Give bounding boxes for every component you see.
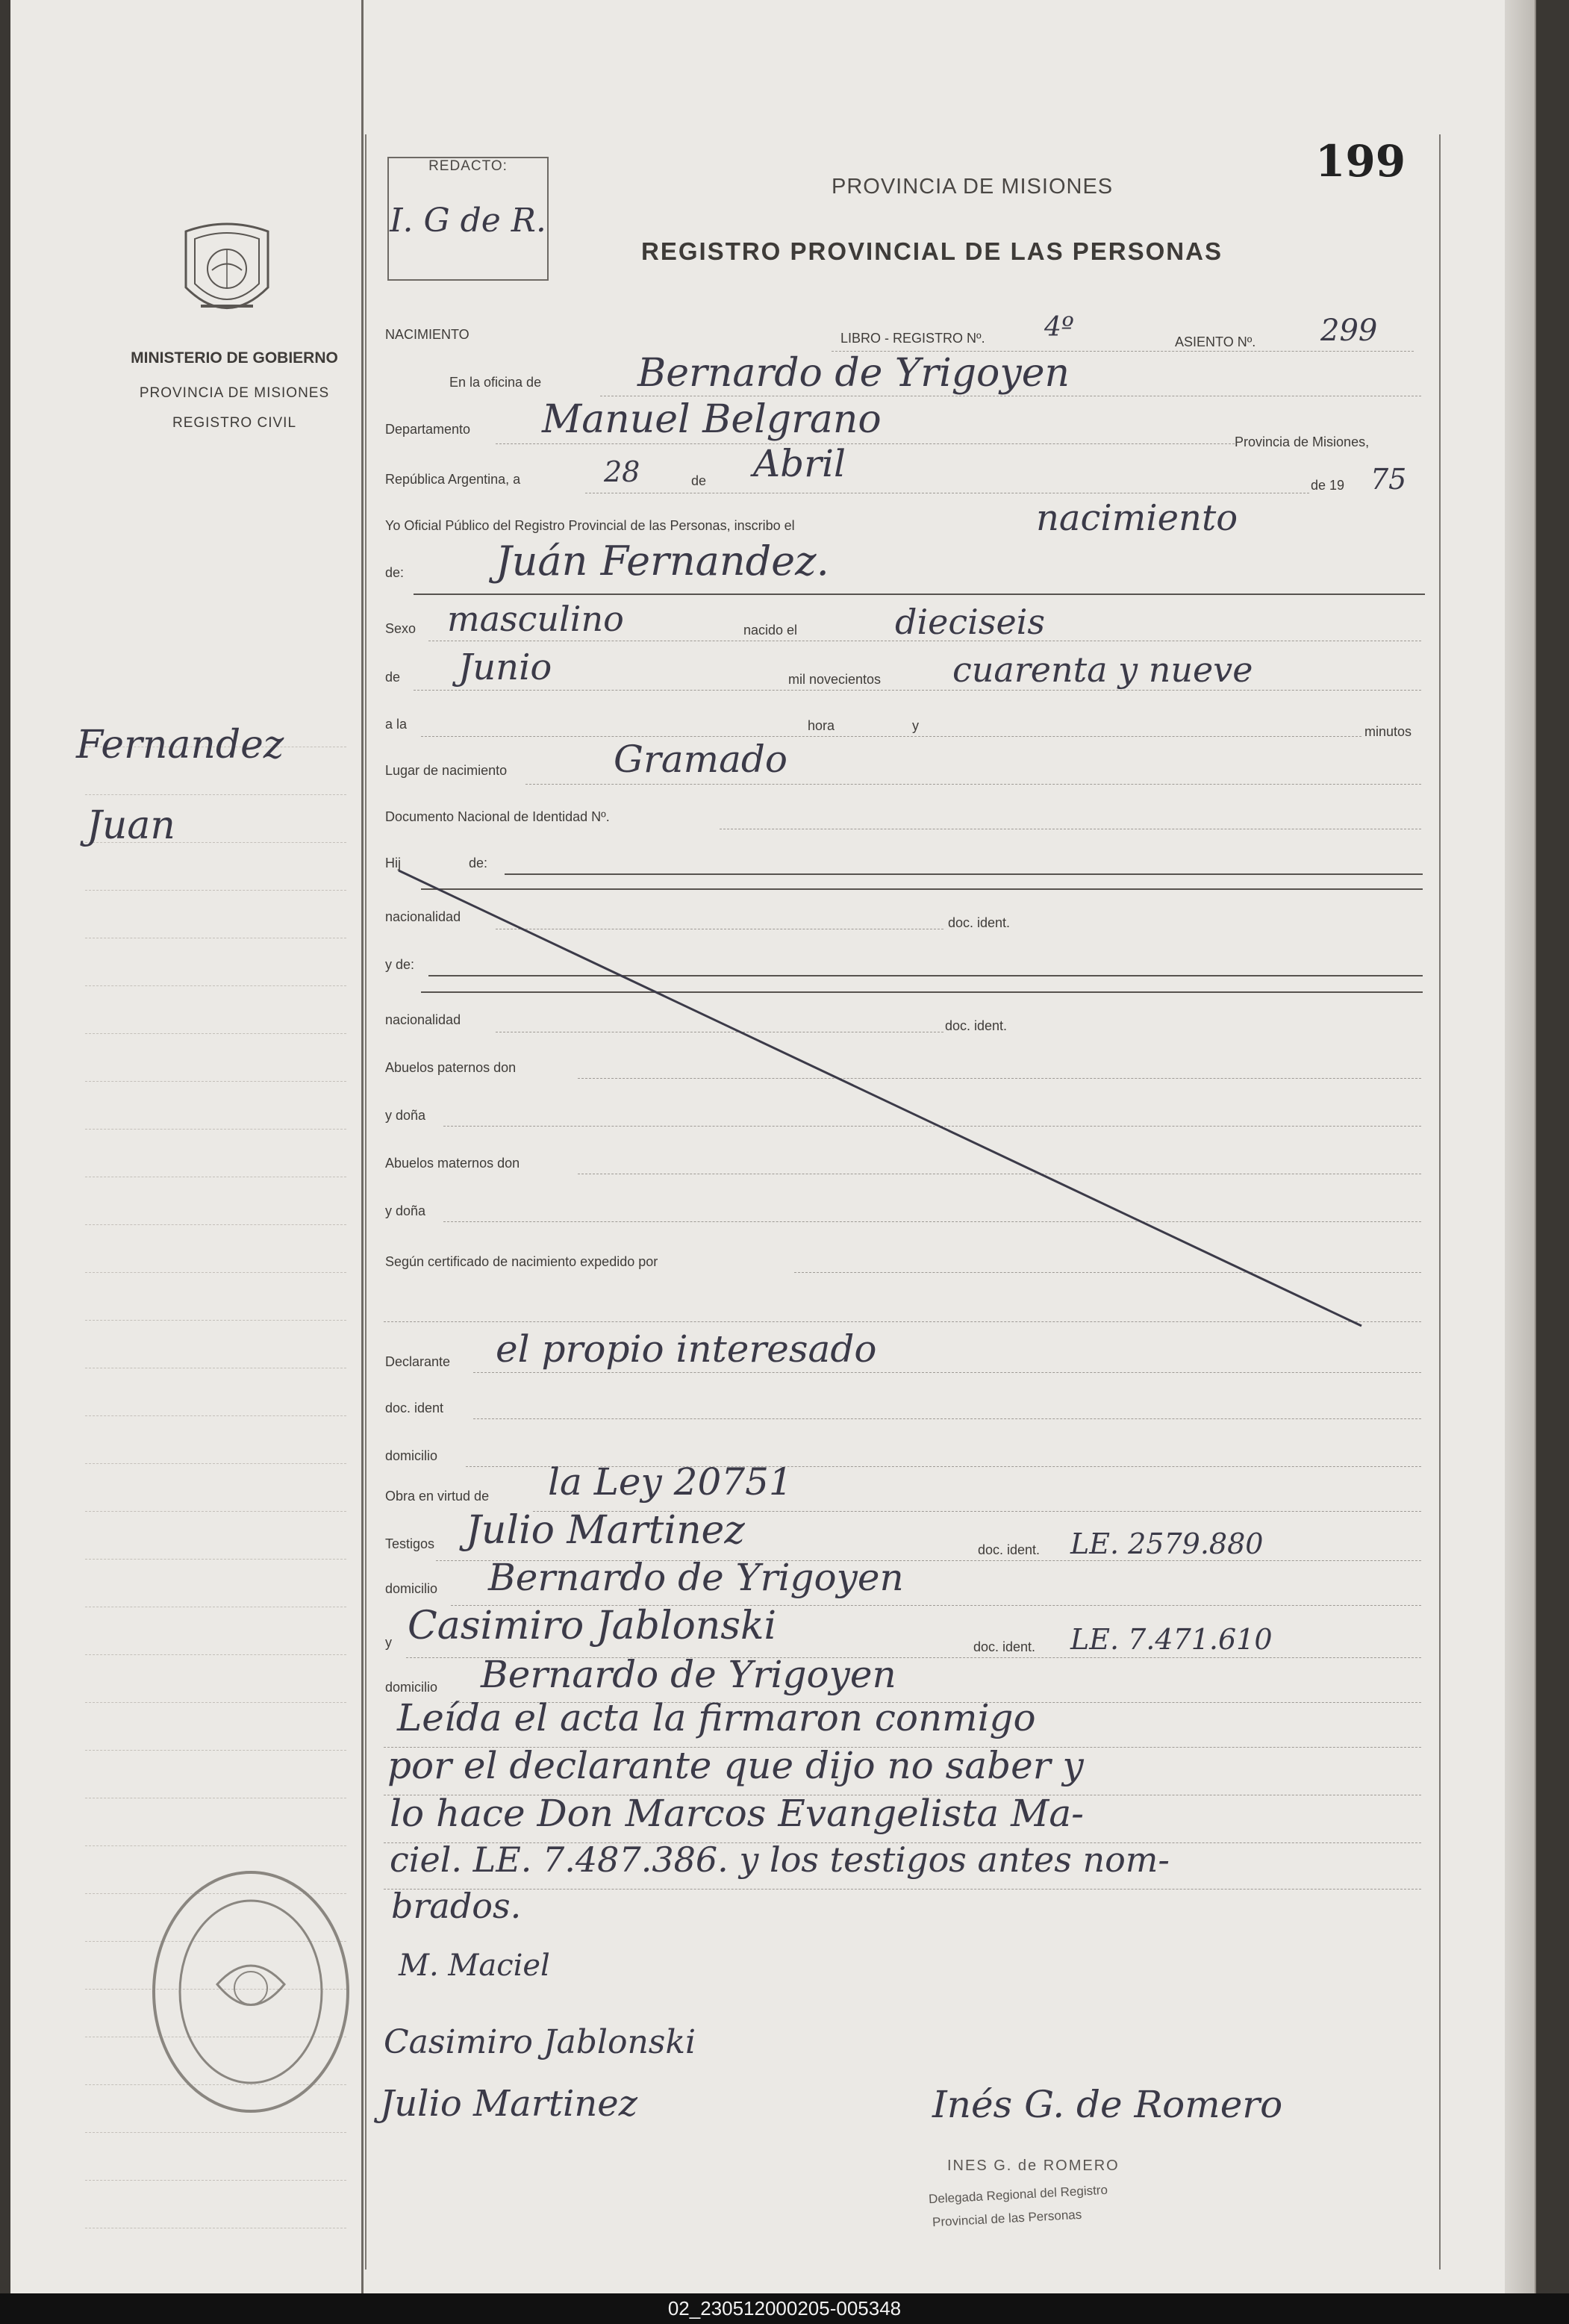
label-doc-ident-testigo1: doc. ident. (978, 1542, 1041, 1557)
label-y-de: y de: (385, 957, 415, 972)
file-caption: 02_230512000205-005348 (0, 2293, 1569, 2324)
ministry-registry: REGISTRO CIVIL (172, 415, 297, 431)
nombre-value: Juán Fernandez. (496, 538, 829, 585)
page-number: 199 (1315, 136, 1406, 187)
signature-jablonski: Casimiro Jablonski (384, 2023, 696, 2061)
label-doc-ident-2: doc. ident. (945, 1018, 1008, 1033)
nacido-mes-value: Junio (458, 647, 552, 688)
declarante-value: el propio interesado (496, 1327, 877, 1371)
label-nacido: nacido el (743, 623, 798, 638)
official-stamp-line3: Provincial de las Personas (932, 2207, 1082, 2230)
label-declarante: Declarante (385, 1354, 451, 1369)
nacido-anio-value: cuarenta y nueve (952, 649, 1253, 690)
label-minutos: minutos (1364, 724, 1412, 739)
redacto-initials: I. G de R. (390, 202, 546, 240)
province-title: PROVINCIA DE MISIONES (832, 175, 1114, 199)
anio-value: 75 (1370, 463, 1407, 496)
testigo1-value: Julio Martinez (466, 1508, 745, 1553)
label-asiento: ASIENTO Nº. (1175, 334, 1256, 349)
label-de-mes: de (385, 670, 401, 685)
official-stamp-line2: Delegada Regional del Registro (928, 2182, 1108, 2207)
nacido-dia-value: dieciseis (895, 602, 1046, 642)
label-domicilio-testigo1: domicilio (385, 1581, 438, 1596)
obra-value: la Ley 20751 (548, 1460, 793, 1504)
label-republica: República Argentina, a (385, 472, 521, 487)
departamento-value: Manuel Belgrano (542, 397, 882, 442)
sexo-value: masculino (447, 599, 624, 639)
oficina-value: Bernardo de Yrigoyen (637, 351, 1070, 396)
official-stamp-line1: INES G. de ROMERO (947, 2158, 1120, 2174)
label-segun: Según certificado de nacimiento expedido por (385, 1254, 658, 1269)
label-oficina: En la oficina de (449, 375, 542, 390)
testigo2-value: Casimiro Jablonski (408, 1604, 777, 1648)
testigo2-doc-value: LE. 7.471.610 (1070, 1623, 1273, 1656)
label-mil: mil novecientos (788, 672, 882, 687)
margin-name: Juan (87, 803, 175, 848)
label-hij-de: de: (469, 856, 488, 870)
label-doc-ident-testigo2: doc. ident. (973, 1639, 1036, 1654)
label-nacionalidad: nacionalidad (385, 909, 461, 924)
label-provincia: Provincia de Misiones, (1235, 434, 1370, 449)
label-de-nombre: de: (385, 565, 405, 580)
note-line-2: por el declarante que dijo no saber y (387, 1744, 1084, 1787)
testigo1-doc-value: LE. 2579.880 (1070, 1527, 1264, 1560)
registry-stamp-icon (146, 1865, 363, 2119)
label-y-dona: y doña (385, 1108, 426, 1123)
label-obra: Obra en virtud de (385, 1489, 490, 1504)
label-a-la: a la (385, 717, 408, 732)
mes-value: Abril (753, 442, 846, 485)
label-departamento: Departamento (385, 422, 471, 437)
label-de: de (691, 473, 707, 488)
label-libro: LIBRO - REGISTRO Nº. (840, 331, 985, 346)
signature-official: Inés G. de Romero (932, 2083, 1283, 2126)
register-page (10, 0, 1536, 2293)
note-line-1: Leída el acta la firmaron conmigo (397, 1696, 1036, 1739)
ministry-province: PROVINCIA DE MISIONES (139, 385, 330, 401)
label-doc-ident-declarante: doc. ident (385, 1401, 444, 1415)
label-nacimiento: NACIMIENTO (385, 327, 470, 342)
asiento-value: 299 (1320, 314, 1378, 348)
label-abuelos-paternos: Abuelos paternos don (385, 1060, 517, 1075)
label-y-testigo2: y (385, 1635, 392, 1650)
label-documento: Documento Nacional de Identidad Nº. (385, 809, 610, 824)
label-lugar: Lugar de nacimiento (385, 763, 508, 778)
lugar-value: Gramado (614, 738, 787, 781)
note-line-5: brados. (391, 1886, 522, 1926)
label-hij: Hij (385, 856, 401, 870)
label-testigos: Testigos (385, 1536, 435, 1551)
label-y: y (912, 718, 919, 733)
label-y-dona-2: y doña (385, 1203, 426, 1218)
ministry-name: MINISTERIO DE GOBIERNO (131, 349, 338, 367)
registry-title: REGISTRO PROVINCIAL DE LAS PERSONAS (641, 237, 1223, 265)
label-nacionalidad-2: nacionalidad (385, 1012, 461, 1027)
testigo2-domicilio-value: Bernardo de Yrigoyen (481, 1653, 896, 1696)
redacto-label: REDACTO: (428, 158, 508, 174)
label-oficial: Yo Oficial Público del Registro Provincial de las Personas, inscribo el (385, 518, 795, 533)
dia-value: 28 (604, 455, 640, 488)
signature-maciel: M. Maciel (399, 1948, 550, 1983)
label-abuelos-maternos: Abuelos maternos don (385, 1156, 520, 1171)
label-de-anio: de 19 (1311, 478, 1345, 493)
acto-value: nacimiento (1036, 497, 1238, 539)
label-hora: hora (808, 718, 835, 733)
libro-value: 4º (1044, 312, 1074, 343)
note-line-4: ciel. LE. 7.487.386. y los testigos antes nom- (390, 1839, 1170, 1880)
label-sexo: Sexo (385, 621, 417, 636)
margin-surname: Fernandez (76, 723, 284, 767)
note-line-3: lo hace Don Marcos Evangelista Ma- (390, 1792, 1085, 1835)
label-domicilio: domicilio (385, 1448, 438, 1463)
label-domicilio-testigo2: domicilio (385, 1680, 438, 1695)
signature-martinez: Julio Martinez (380, 2083, 637, 2125)
label-doc-ident: doc. ident. (948, 915, 1011, 930)
testigo1-domicilio-value: Bernardo de Yrigoyen (488, 1556, 904, 1599)
